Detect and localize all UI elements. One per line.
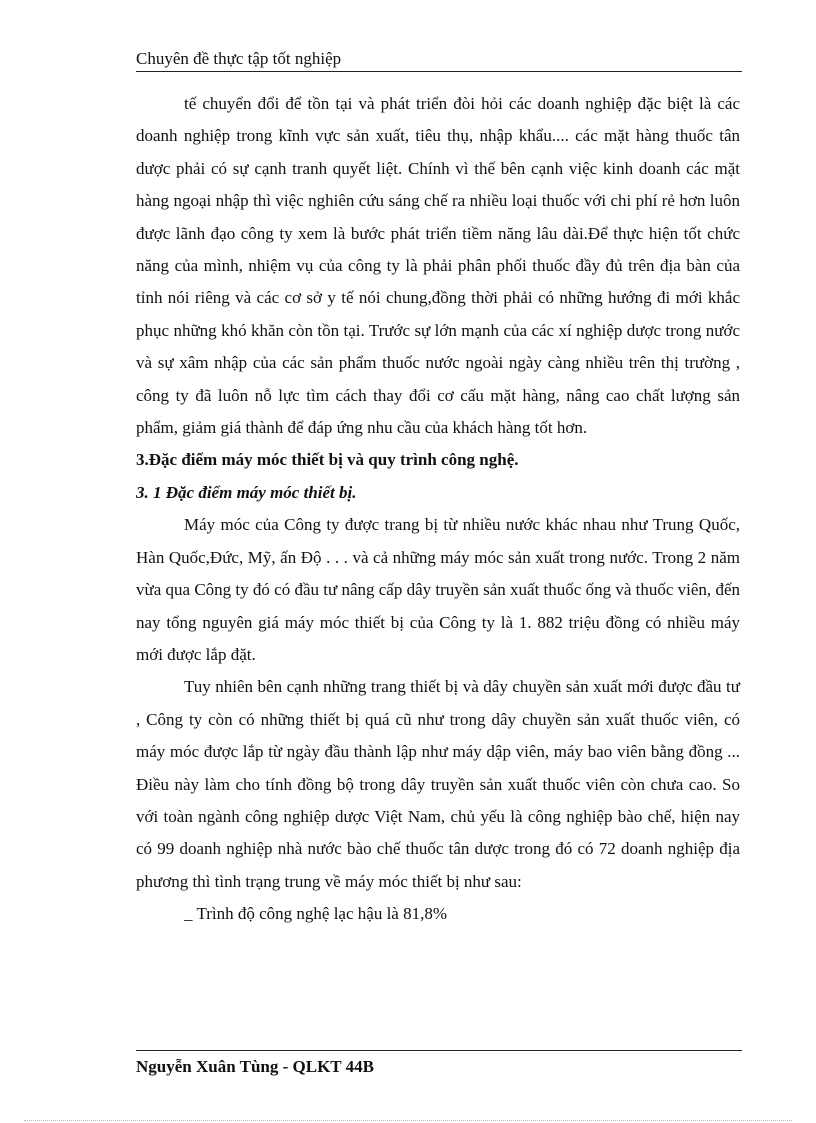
body-paragraph: Máy móc của Công ty được trang bị từ nhiều nước khác nhau như Trung Quốc, Hàn Quốc,Đức, Mỹ, ấn Độ . . . và cả những máy móc sản xuất trong nước. Trong 2 năm vừa qua Công ty đó có đầu tư nâng cấp dây truyền sản xuất thuốc ống và thuốc viên, đến nay tổng nguyên giá máy móc thiết bị của Công ty là 1. 882 triệu đồng có nhiều máy mới được lắp đặt. xyxy=(136,515,740,664)
section-heading: 3.Đặc điểm máy móc thiết bị và quy trình công nghệ. xyxy=(136,450,519,470)
footer-divider xyxy=(136,1050,742,1051)
subsection-heading: 3. 1 Đặc điểm máy móc thiết bị. xyxy=(136,482,357,502)
bullet-item: _ Trình độ công nghệ lạc hậu là 81,8% xyxy=(184,904,447,924)
header-divider xyxy=(136,71,742,72)
body-paragraph: tế chuyển đổi để tồn tại và phát triển đòi hỏi các doanh nghiệp đặc biệt là các doanh nghiệp trong kĩnh vực sản xuất, tiêu thụ, nhập khẩu.... các mặt hàng thuốc tân dược phải có sự cạnh tranh quyết liệt. Chính vì thế bên cạnh việc kinh doanh các mặt hàng ngoại nhập thì việc nghiên cứu sáng chế ra nhiều loại thuốc với chi phí rẻ hơn luôn được lãnh đạo công ty xem là bước phát triển tiềm năng lâu dài.Để thực hiện tốt chức năng của mình, nhiệm vụ của công ty là phải phân phối thuốc đầy đủ trên địa bàn của tỉnh nói riêng và các cơ sở y tế nói chung,đồng thời phải có những hướng đi mới khắc phục những khó khăn còn tồn tại. Trước sự lớn mạnh của các xí nghiệp dược trong nước và sự xâm nhập của các sản phẩm thuốc nước ngoài ngày càng nhiều trên thị trường , công ty đã luôn nỗ lực tìm cách thay đổi cơ cấu mặt hàng, nâng cao chất lượng sản phẩm, giảm giá thành để đáp ứng nhu cầu của khách hàng tốt hơn. xyxy=(136,94,740,438)
page-body xyxy=(136,88,740,931)
page-header: Chuyên đề thực tập tốt nghiệp xyxy=(136,49,342,68)
page-boundary xyxy=(24,1120,792,1121)
page-footer: Nguyễn Xuân Tùng - QLKT 44B xyxy=(136,1057,374,1076)
body-paragraph: Tuy nhiên bên cạnh những trang thiết bị và dây chuyền sản xuất mới được đầu tư , Công ty còn có những thiết bị quá cũ như trong dây chuyền sản xuất thuốc viên, có máy móc được lắp từ ngày đầu thành lập như máy dập viên, máy bao viên bằng đồng ... Điều này làm cho tính đồng bộ trong dây truyền sản xuất thuốc viên còn chưa cao. So với toàn ngành công nghiệp dược Việt Nam, chủ yếu là công nghiệp bào chế, hiện nay có 99 doanh nghiệp nhà nước bào chế thuốc tân dược trong đó có 72 doanh nghiệp địa phương thì tình trạng trung về máy móc thiết bị như sau: xyxy=(136,677,740,891)
